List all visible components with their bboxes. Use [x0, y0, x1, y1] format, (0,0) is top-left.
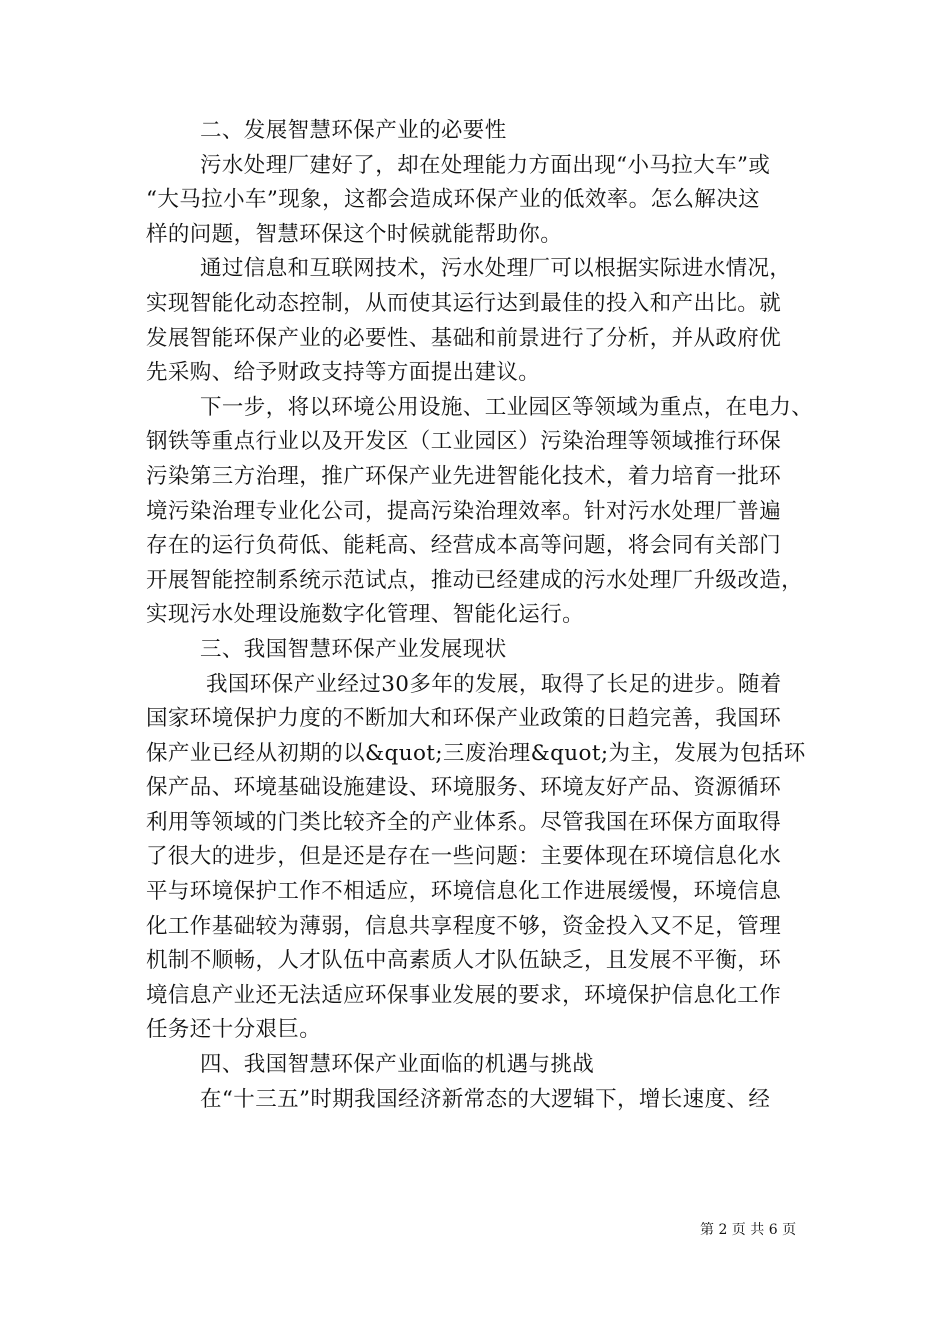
paragraph-line: 保产品、环境基础设施建设、环境服务、环境友好产品、资源循环 [146, 775, 782, 801]
paragraph-line: 实现智能化动态控制，从而使其运行达到最佳的投入和产出比。就 [146, 290, 782, 316]
section-heading-3: 三、我国智慧环保产业发展现状 [200, 636, 507, 662]
paragraph-line: 先采购、给予财政支持等方面提出建议。 [146, 360, 541, 386]
paragraph-line: 实现污水处理设施数字化管理、智能化运行。 [146, 602, 585, 628]
paragraph-line: 钢铁等重点行业以及开发区（工业园区）污染治理等领域推行环保 [146, 429, 782, 455]
paragraph-line: 开展智能控制系统示范试点，推动已经建成的污水处理厂升级改造， [146, 567, 804, 593]
paragraph-line: 国家环境保护力度的不断加大和环保产业政策的日趋完善，我国环 [146, 706, 782, 732]
paragraph-line: 发展智能环保产业的必要性、基础和前景进行了分析，并从政府优 [146, 325, 782, 351]
paragraph-line: 了很大的进步，但是还是存在一些问题：主要体现在环境信息化水 [146, 844, 782, 870]
paragraph-line: 我国环保产业经过30多年的发展，取得了长足的进步。随着 [206, 671, 782, 697]
paragraph-line: 利用等领域的门类比较齐全的产业体系。尽管我国在环保方面取得 [146, 809, 782, 835]
paragraph-line: 境污染治理专业化公司，提高污染治理效率。针对污水处理厂普遍 [146, 498, 782, 524]
paragraph-line: 机制不顺畅，人才队伍中高素质人才队伍缺乏，且发展不平衡，环 [146, 948, 782, 974]
section-heading-4: 四、我国智慧环保产业面临的机遇与挑战 [200, 1052, 595, 1078]
paragraph-line: 存在的运行负荷低、能耗高、经营成本高等问题，将会同有关部门 [146, 533, 782, 559]
paragraph-line: 化工作基础较为薄弱，信息共享程度不够，资金投入又不足，管理 [146, 913, 782, 939]
page-number-footer: 第 2 页 共 6 页 [700, 1222, 797, 1238]
paragraph-line: 在“十三五”时期我国经济新常态的大逻辑下，增长速度、经 [200, 1086, 771, 1112]
paragraph-line: 任务还十分艰巨。 [146, 1017, 322, 1043]
paragraph-line: 污水处理厂建好了，却在处理能力方面出现“小马拉大车”或 [200, 152, 771, 178]
paragraph-line: 样的问题，智慧环保这个时候就能帮助你。 [146, 221, 563, 247]
paragraph-line: 通过信息和互联网技术，污水处理厂可以根据实际进水情况， [200, 256, 792, 282]
paragraph-line: “大马拉小车”现象，这都会造成环保产业的低效率。怎么解决这 [146, 187, 761, 213]
document-body [146, 114, 818, 1117]
paragraph-line: 平与环境保护工作不相适应，环境信息化工作进展缓慢，环境信息 [146, 879, 782, 905]
paragraph-line: 境信息产业还无法适应环保事业发展的要求，环境保护信息化工作 [146, 982, 782, 1008]
paragraph-line: 下一步，将以环境公用设施、工业园区等领域为重点，在电力、 [200, 394, 814, 420]
paragraph-line: 保产业已经从初期的以&quot;三废治理&quot;为主，发展为包括环 [146, 740, 806, 766]
section-heading-2: 二、发展智慧环保产业的必要性 [200, 118, 507, 143]
paragraph-line: 污染第三方治理，推广环保产业先进智能化技术，着力培育一批环 [146, 463, 782, 489]
